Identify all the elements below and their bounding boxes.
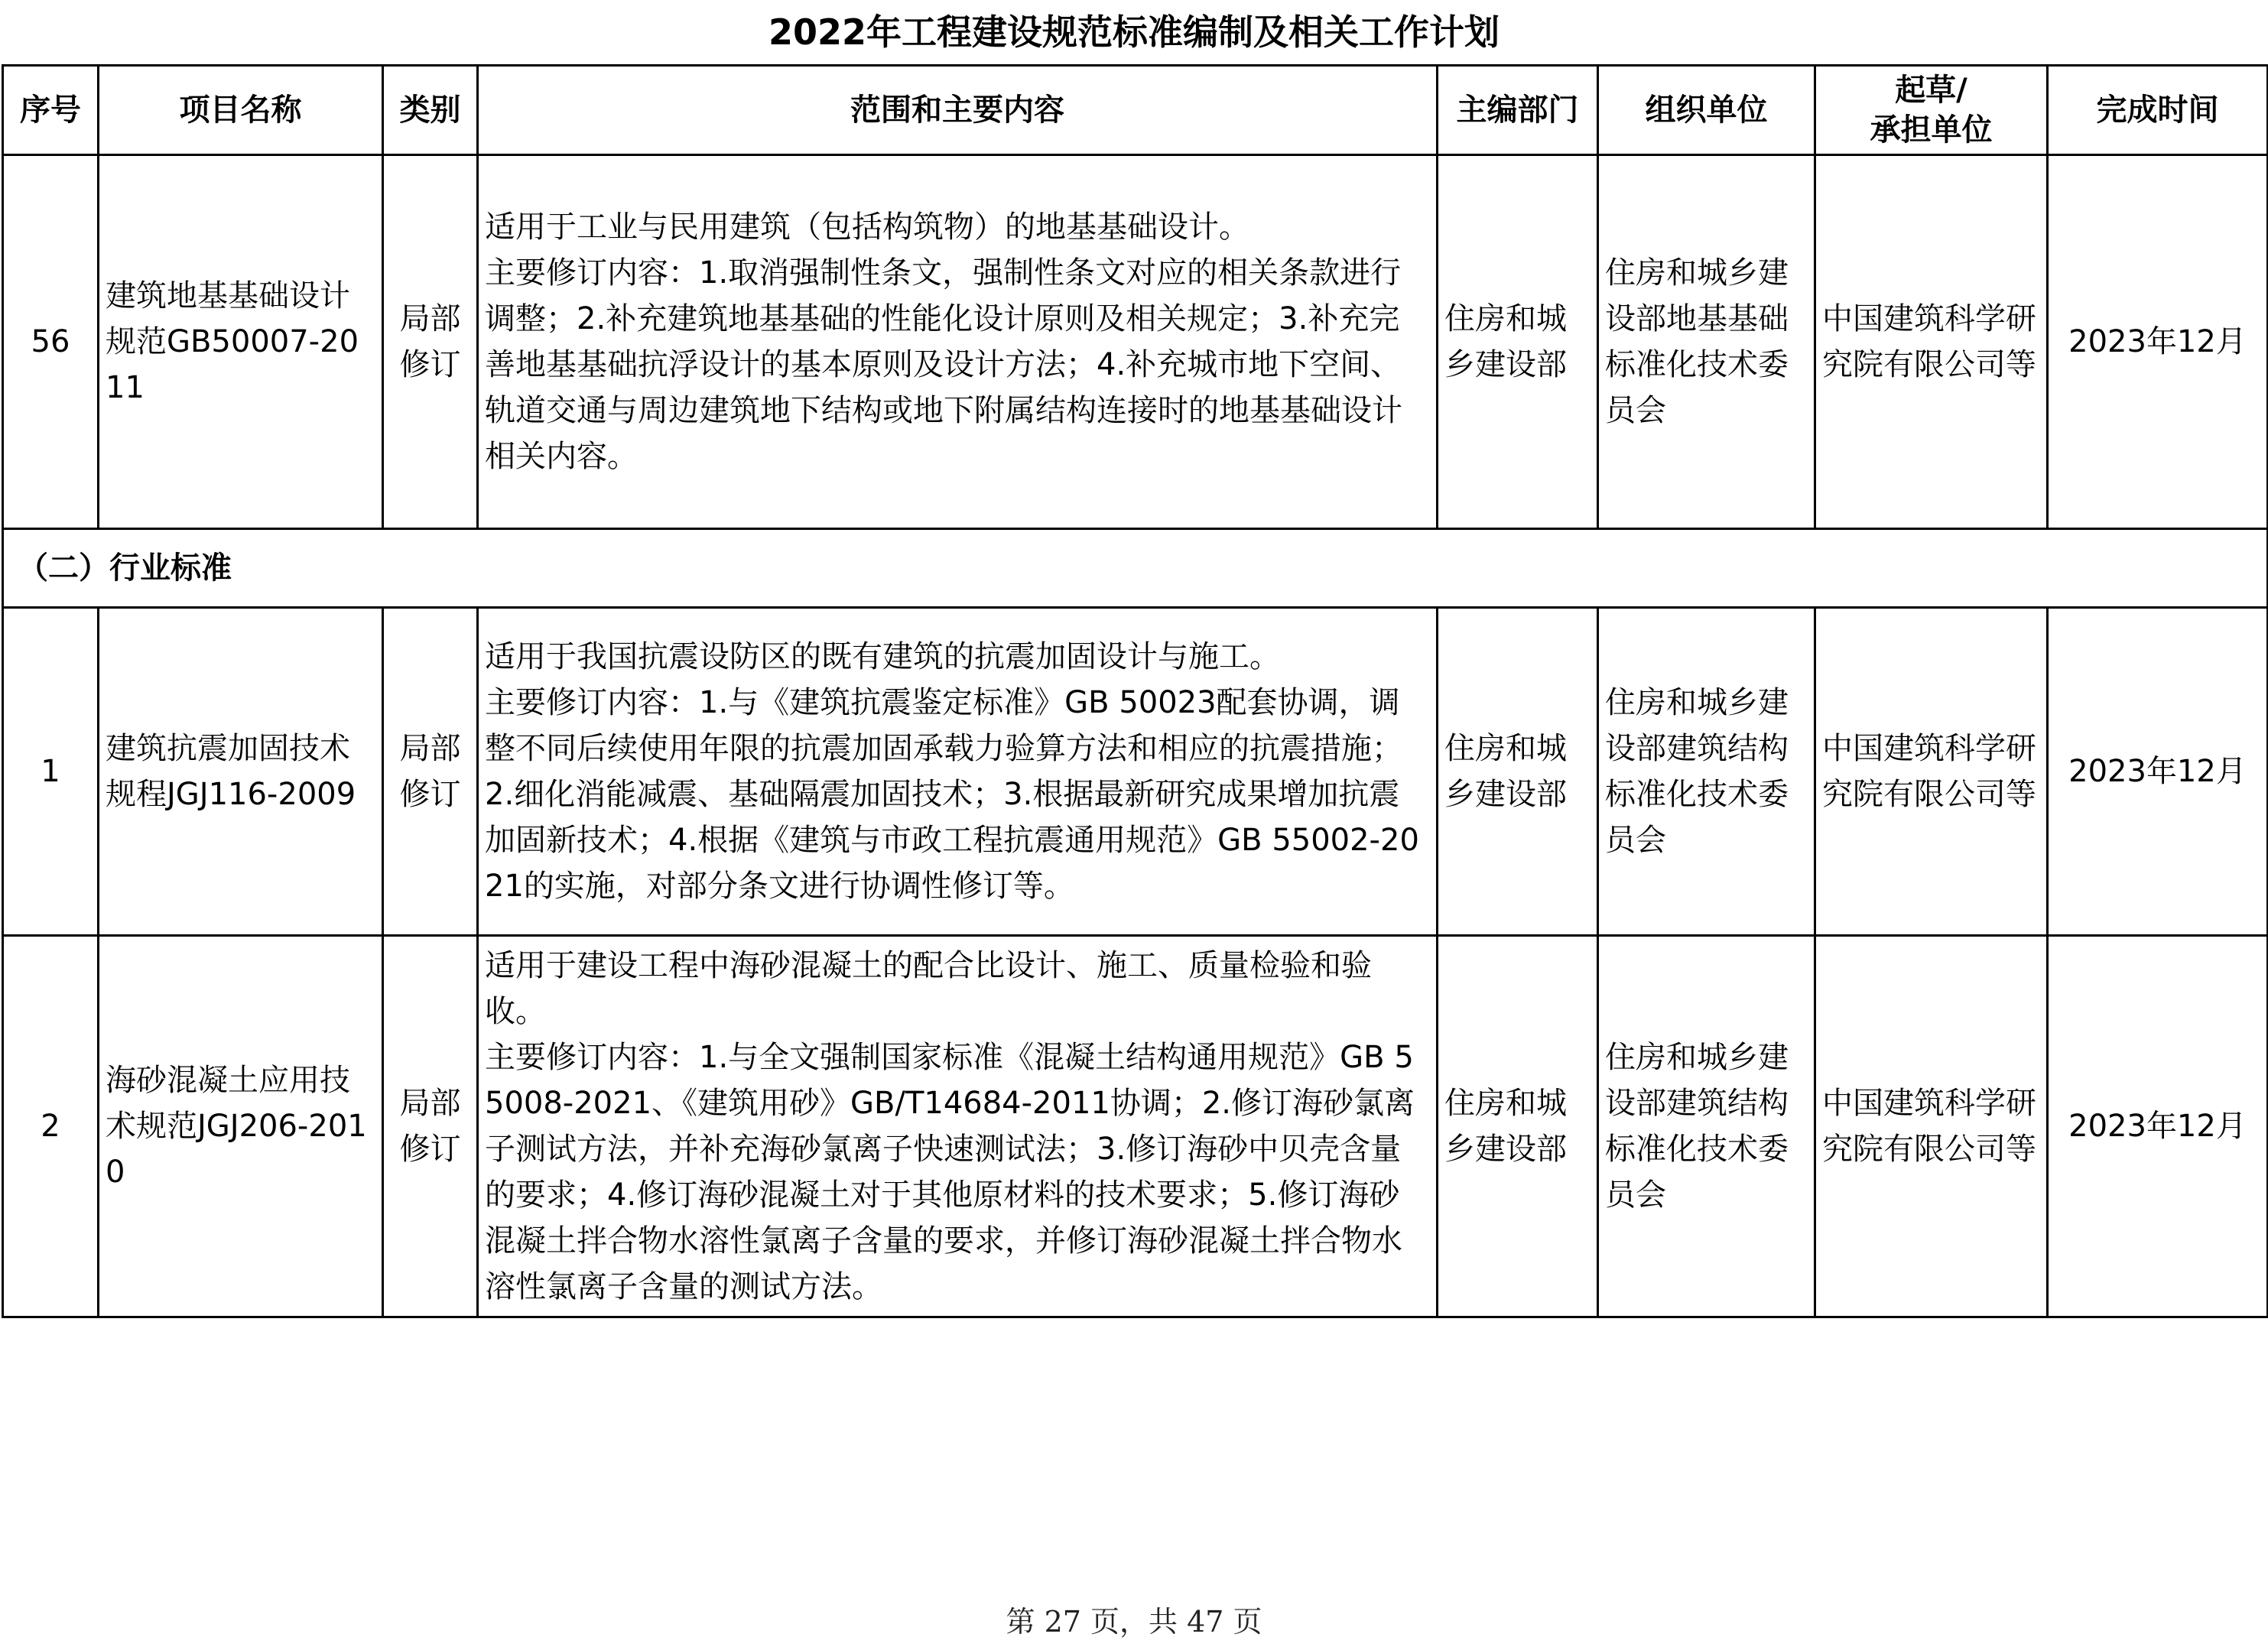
- cell-drafter: 中国建筑科学研究院有限公司等: [1815, 608, 2048, 936]
- cell-scope: [478, 155, 1438, 529]
- cell-type: 局部修订: [383, 936, 478, 1317]
- cell-type: 局部修订: [383, 155, 478, 529]
- cell-name: 建筑抗震加固技术规程JGJ116-2009: [99, 608, 383, 936]
- scope-applicability: 适用于我国抗震设防区的既有建筑的抗震加固设计与施工。: [485, 639, 1280, 674]
- scope-applicability: 适用于建设工程中海砂混凝土的配合比设计、施工、质量检验和验收。: [485, 948, 1372, 1029]
- table-row: [3, 608, 2268, 936]
- table-row: [3, 936, 2268, 1317]
- column-header-type: 类别: [383, 66, 478, 155]
- cell-seq: 1: [3, 608, 99, 936]
- cell-drafter: 中国建筑科学研究院有限公司等: [1815, 936, 2048, 1317]
- cell-type: 局部修订: [383, 608, 478, 936]
- column-header-deadline: 完成时间: [2048, 66, 2268, 155]
- scope-applicability: 适用于工业与民用建筑（包括构筑物）的地基基础设计。: [485, 209, 1249, 245]
- scope-revisions: 主要修订内容：1.取消强制性条文，强制性条文对应的相关条款进行调整；2.补充建筑地基基础的性能化设计原则及相关规定；3.补充完善地基基础抗浮设计的基本原则及设计方法；4.补充城市地下空间、轨道交通与周边建筑地下结构或地下附属结构连接时的地基基础设计相关内容。: [485, 255, 1402, 474]
- table-row: [3, 155, 2268, 529]
- column-header-org: 组织单位: [1598, 66, 1815, 155]
- scope-revisions: 主要修订内容：1.与全文强制国家标准《混凝土结构通用规范》GB 55008-2021、《建筑用砂》GB/T14684-2011协调；2.修订海砂氯离子测试方法，并补充海砂氯离子快速测试法；3.修订海砂中贝壳含量的要求；4.修订海砂混凝土对于其他原材料的技术要求；5.修订海砂混凝土拌合物水溶性氯离子含量的要求，并修订海砂混凝土拌合物水溶性氯离子含量的测试方法。: [485, 1040, 1415, 1304]
- cell-seq: 2: [3, 936, 99, 1317]
- cell-name: 海砂混凝土应用技术规范JGJ206-2010: [99, 936, 383, 1317]
- scope-revisions: 主要修订内容：1.与《建筑抗震鉴定标准》GB 50023配套协调，调整不同后续使用年限的抗震加固承载力验算方法和相应的抗震措施；2.细化消能减震、基础隔震加固技术；3.根据最新研究成果增加抗震加固新技术；4.根据《建筑与市政工程抗震通用规范》GB 55002-2021的实施，对部分条文进行协调性修订等。: [485, 685, 1419, 904]
- cell-org: 住房和城乡建设部地基基础标准化技术委员会: [1598, 155, 1815, 529]
- cell-drafter: 中国建筑科学研究院有限公司等: [1815, 155, 2048, 529]
- column-header-seq: 序号: [3, 66, 99, 155]
- cell-scope: [478, 608, 1438, 936]
- column-header-dept: 主编部门: [1438, 66, 1598, 155]
- document-title: 2022年工程建设规范标准编制及相关工作计划: [768, 11, 1500, 53]
- column-header-drafter-line2: 承担单位: [1870, 112, 1993, 148]
- cell-dept: 住房和城乡建设部: [1438, 608, 1598, 936]
- cell-scope: [478, 936, 1438, 1317]
- table-header-row: [3, 66, 2268, 155]
- cell-deadline: 2023年12月: [2048, 608, 2268, 936]
- cell-name: 建筑地基基础设计规范GB50007-2011: [99, 155, 383, 529]
- cell-dept: 住房和城乡建设部: [1438, 936, 1598, 1317]
- column-header-scope: 范围和主要内容: [478, 66, 1438, 155]
- cell-seq: 56: [3, 155, 99, 529]
- cell-deadline: 2023年12月: [2048, 155, 2268, 529]
- column-header-name: 项目名称: [99, 66, 383, 155]
- column-header-drafter-line1: 起草/: [1895, 73, 1967, 108]
- cell-deadline: 2023年12月: [2048, 936, 2268, 1317]
- cell-org: 住房和城乡建设部建筑结构标准化技术委员会: [1598, 608, 1815, 936]
- cell-dept: 住房和城乡建设部: [1438, 155, 1598, 529]
- cell-org: 住房和城乡建设部建筑结构标准化技术委员会: [1598, 936, 1815, 1317]
- work-plan-table: [2, 64, 2268, 1318]
- section-heading-row: [3, 529, 2268, 608]
- column-header-drafter: [1815, 66, 2048, 155]
- section-heading: （二）行业标准: [3, 529, 2268, 608]
- page-footer: 第 27 页，共 47 页: [1006, 1605, 1262, 1639]
